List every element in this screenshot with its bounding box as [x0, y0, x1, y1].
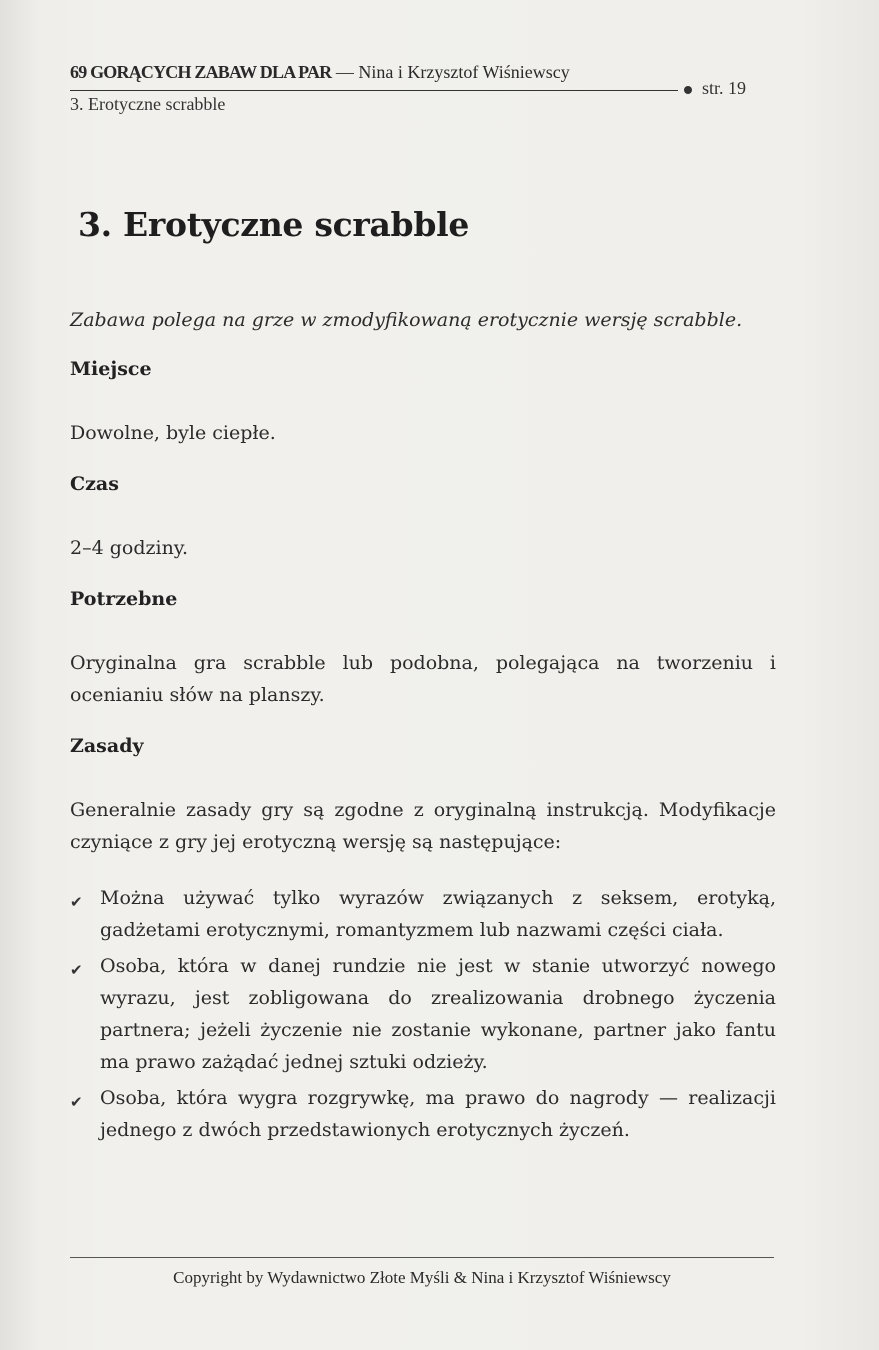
book-author: — Nina i Krzysztof Wiśniewscy	[331, 62, 570, 82]
article-intro: Zabawa polega na grze w zmodyfikowaną erotycznie wersję scrabble.	[70, 309, 743, 331]
checkmark-icon: ✔	[70, 961, 83, 979]
list-item	[70, 950, 776, 1078]
section-text-place: Dowolne, byle ciepłe.	[70, 422, 276, 444]
book-title-bold: 69 GORĄCYCH ZABAW DLA PAR	[70, 62, 332, 82]
article	[70, 205, 776, 1150]
section-heading-time: Czas	[70, 473, 119, 495]
bullet-dot-icon	[684, 86, 692, 94]
section-text-rules: Generalnie zasady gry są zgodne z oryginalną instrukcją. Modyfikacje czyniące z gry jej erotyczną wersję są następujące:	[70, 799, 776, 853]
section-heading-needed: Potrzebne	[70, 588, 178, 610]
page-number-text: str. 19	[702, 78, 747, 98]
section-heading-place: Miejsce	[70, 358, 152, 380]
list-item	[70, 882, 776, 946]
page-number	[684, 78, 746, 99]
article-title: 3. Erotyczne scrabble	[78, 205, 470, 244]
section-text-time: 2–4 godziny.	[70, 537, 189, 559]
checkmark-icon: ✔	[70, 1093, 83, 1111]
section-text-needed: Oryginalna gra scrabble lub podobna, polegająca na tworzeniu i ocenianiu słów na planszy.	[70, 652, 776, 706]
list-item	[70, 1082, 776, 1146]
book-title	[70, 62, 770, 83]
copyright-footer: Copyright by Wydawnictwo Złote Myśli & Nina i Krzysztof Wiśniewscy	[173, 1268, 671, 1287]
rules-list	[70, 882, 776, 1146]
list-item-text: Osoba, która w danej rundzie nie jest w stanie utworzyć nowego wyrazu, jest zobligowana do zrealizowania drobnego życzenia partnera; jeżeli życzenie nie zostanie wykonane, partner jako fantu ma prawo zażądać jednej sztuki odzieży.	[100, 955, 776, 1073]
list-item-text: Można używać tylko wyrazów związanych z seksem, erotyką, gadżetami erotycznymi, romantyzmem lub nazwami części ciała.	[100, 887, 776, 941]
footer-rule	[70, 1257, 774, 1258]
running-header	[70, 62, 770, 114]
checkmark-icon: ✔	[70, 893, 83, 911]
chapter-label: 3. Erotyczne scrabble	[70, 94, 226, 114]
header-rule	[70, 90, 678, 91]
list-item-text: Osoba, która wygra rozgrywkę, ma prawo do nagrody — realizacji jednego z dwóch przedstawionych erotycznych życzeń.	[100, 1087, 776, 1141]
section-heading-rules: Zasady	[70, 735, 144, 757]
